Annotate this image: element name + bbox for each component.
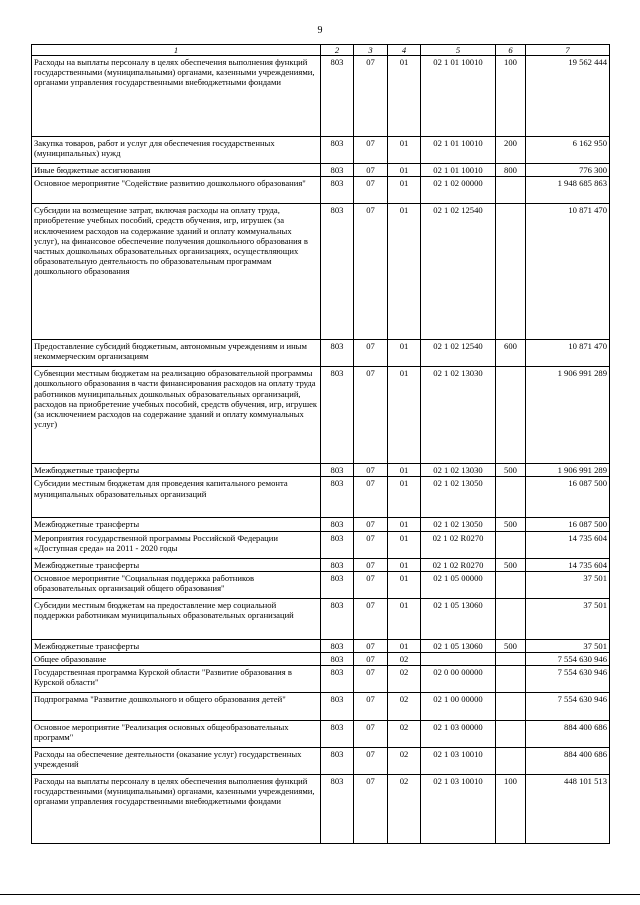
table-row	[32, 164, 610, 177]
row-ministry-code: 803	[321, 598, 354, 639]
row-expense-type	[496, 665, 526, 692]
row-target-code: 02 1 01 10010	[421, 164, 496, 177]
row-subsection-code: 01	[388, 56, 421, 137]
row-amount: 10 871 470	[526, 340, 610, 367]
row-expense-type: 600	[496, 340, 526, 367]
row-section-code: 07	[354, 747, 388, 774]
row-amount: 1 948 685 863	[526, 177, 610, 204]
row-target-code: 02 1 05 00000	[421, 571, 496, 598]
col-header-7: 7	[526, 45, 610, 56]
row-expense-type	[496, 367, 526, 464]
row-expense-type: 500	[496, 518, 526, 531]
col-header-1: 1	[32, 45, 321, 56]
row-section-code: 07	[354, 774, 388, 843]
table-row	[32, 477, 610, 518]
row-expense-type	[496, 571, 526, 598]
row-section-code: 07	[354, 571, 388, 598]
table-row	[32, 204, 610, 340]
row-ministry-code: 803	[321, 571, 354, 598]
row-expense-type	[496, 204, 526, 340]
row-amount: 14 735 604	[526, 558, 610, 571]
row-subsection-code: 01	[388, 531, 421, 558]
row-ministry-code: 803	[321, 558, 354, 571]
row-subsection-code: 01	[388, 639, 421, 652]
row-amount: 16 087 500	[526, 518, 610, 531]
row-amount: 37 501	[526, 598, 610, 639]
row-name: Государственная программа Курской области "Развитие образования в Курской области"	[32, 665, 321, 692]
row-ministry-code: 803	[321, 464, 354, 477]
row-target-code: 02 1 02 13030	[421, 464, 496, 477]
table-row	[32, 531, 610, 558]
row-name: Субсидии на возмещение затрат, включая расходы на оплату труда, приобретение учебных пособий, средств обучения, игр, игрушек (за исключением расходов на содержание зданий и оплату коммунальных услуг), на финансовое обеспечение получения дошкольного образования в частных дошкольных образовательных организациях, осуществляющих образовательную деятельность по образовательным программам дошкольного образования	[32, 204, 321, 340]
row-subsection-code: 02	[388, 720, 421, 747]
page-number: 9	[317, 25, 323, 36]
row-name: Основное мероприятие "Содействие развитию дошкольного образования"	[32, 177, 321, 204]
row-target-code: 02 1 03 10010	[421, 747, 496, 774]
row-subsection-code: 01	[388, 464, 421, 477]
row-section-code: 07	[354, 204, 388, 340]
table-row	[32, 177, 610, 204]
row-amount: 37 501	[526, 639, 610, 652]
row-amount: 776 300	[526, 164, 610, 177]
col-header-6: 6	[496, 45, 526, 56]
col-header-4: 4	[388, 45, 421, 56]
row-amount: 1 906 991 289	[526, 367, 610, 464]
row-target-code: 02 1 02 12540	[421, 204, 496, 340]
row-subsection-code: 01	[388, 558, 421, 571]
row-target-code: 02 0 00 00000	[421, 665, 496, 692]
row-expense-type	[496, 477, 526, 518]
row-target-code: 02 1 01 10010	[421, 56, 496, 137]
row-ministry-code: 803	[321, 652, 354, 665]
row-section-code: 07	[354, 598, 388, 639]
row-name: Общее образование	[32, 652, 321, 665]
row-ministry-code: 803	[321, 204, 354, 340]
row-name: Расходы на обеспечение деятельности (оказание услуг) государственных учреждений	[32, 747, 321, 774]
table-row	[32, 340, 610, 367]
row-subsection-code: 01	[388, 598, 421, 639]
table-row	[32, 665, 610, 692]
row-ministry-code: 803	[321, 665, 354, 692]
row-subsection-code: 01	[388, 477, 421, 518]
row-section-code: 07	[354, 164, 388, 177]
row-name: Предоставление субсидий бюджетным, автономным учреждениям и иным некоммерческим организациям	[32, 340, 321, 367]
row-subsection-code: 01	[388, 177, 421, 204]
row-name: Межбюджетные трансферты	[32, 558, 321, 571]
col-header-3: 3	[354, 45, 388, 56]
row-ministry-code: 803	[321, 137, 354, 164]
row-section-code: 07	[354, 558, 388, 571]
row-expense-type: 500	[496, 639, 526, 652]
row-ministry-code: 803	[321, 56, 354, 137]
table-row	[32, 652, 610, 665]
table-row	[32, 639, 610, 652]
row-expense-type: 200	[496, 137, 526, 164]
row-ministry-code: 803	[321, 367, 354, 464]
table-row	[32, 558, 610, 571]
row-subsection-code: 02	[388, 652, 421, 665]
row-name: Межбюджетные трансферты	[32, 518, 321, 531]
row-name: Межбюджетные трансферты	[32, 464, 321, 477]
row-ministry-code: 803	[321, 774, 354, 843]
table-row	[32, 571, 610, 598]
row-section-code: 07	[354, 340, 388, 367]
row-target-code: 02 1 05 13060	[421, 639, 496, 652]
row-subsection-code: 02	[388, 665, 421, 692]
row-expense-type: 500	[496, 558, 526, 571]
row-subsection-code: 01	[388, 571, 421, 598]
row-subsection-code: 02	[388, 747, 421, 774]
row-expense-type: 100	[496, 56, 526, 137]
row-amount: 1 906 991 289	[526, 464, 610, 477]
row-section-code: 07	[354, 367, 388, 464]
row-amount: 884 400 686	[526, 720, 610, 747]
row-section-code: 07	[354, 692, 388, 720]
row-ministry-code: 803	[321, 477, 354, 518]
row-target-code: 02 1 02 R0270	[421, 531, 496, 558]
row-amount: 7 554 630 946	[526, 665, 610, 692]
table-row	[32, 747, 610, 774]
table-row	[32, 518, 610, 531]
table-row	[32, 774, 610, 843]
row-section-code: 07	[354, 518, 388, 531]
row-target-code: 02 1 02 12540	[421, 340, 496, 367]
row-expense-type	[496, 747, 526, 774]
row-ministry-code: 803	[321, 720, 354, 747]
row-name: Межбюджетные трансферты	[32, 639, 321, 652]
row-amount: 10 871 470	[526, 204, 610, 340]
row-target-code: 02 1 01 10010	[421, 137, 496, 164]
row-expense-type	[496, 177, 526, 204]
row-expense-type	[496, 531, 526, 558]
row-ministry-code: 803	[321, 518, 354, 531]
row-section-code: 07	[354, 137, 388, 164]
row-section-code: 07	[354, 56, 388, 137]
row-ministry-code: 803	[321, 747, 354, 774]
col-header-5: 5	[421, 45, 496, 56]
row-subsection-code: 01	[388, 164, 421, 177]
row-subsection-code: 01	[388, 340, 421, 367]
row-name: Субсидии местным бюджетам на предоставление мер социальной поддержки работникам муниципальных образовательных организаций	[32, 598, 321, 639]
row-name: Основное мероприятие "Реализация основных общеобразовательных программ"	[32, 720, 321, 747]
row-section-code: 07	[354, 477, 388, 518]
row-section-code: 07	[354, 652, 388, 665]
row-name: Основное мероприятие "Социальная поддержка работников образовательных организаций общего образования"	[32, 571, 321, 598]
budget-table	[31, 44, 610, 844]
row-amount: 7 554 630 946	[526, 692, 610, 720]
row-expense-type	[496, 692, 526, 720]
row-name: Субсидии местным бюджетам для проведения капитального ремонта муниципальных образовательных организаций	[32, 477, 321, 518]
page-bottom-rule	[0, 894, 640, 895]
row-ministry-code: 803	[321, 692, 354, 720]
table-row	[32, 464, 610, 477]
row-target-code: 02 1 03 00000	[421, 720, 496, 747]
row-target-code: 02 1 03 10010	[421, 774, 496, 843]
row-target-code	[421, 652, 496, 665]
row-target-code: 02 1 05 13060	[421, 598, 496, 639]
col-header-2: 2	[321, 45, 354, 56]
row-amount: 14 735 604	[526, 531, 610, 558]
row-section-code: 07	[354, 665, 388, 692]
row-target-code: 02 1 02 13050	[421, 477, 496, 518]
row-name: Иные бюджетные ассигнования	[32, 164, 321, 177]
row-subsection-code: 01	[388, 137, 421, 164]
row-section-code: 07	[354, 720, 388, 747]
row-subsection-code: 01	[388, 367, 421, 464]
row-amount: 448 101 513	[526, 774, 610, 843]
table-row	[32, 137, 610, 164]
row-subsection-code: 02	[388, 774, 421, 843]
row-ministry-code: 803	[321, 164, 354, 177]
row-name: Подпрограмма "Развитие дошкольного и общего образования детей"	[32, 692, 321, 720]
row-subsection-code: 02	[388, 692, 421, 720]
row-amount: 16 087 500	[526, 477, 610, 518]
row-expense-type	[496, 598, 526, 639]
row-name: Расходы на выплаты персоналу в целях обеспечения выполнения функций государственными (муниципальными) органами, казенными учреждениями, органами управления государственными внебюджетными фондами	[32, 774, 321, 843]
row-section-code: 07	[354, 464, 388, 477]
row-amount: 7 554 630 946	[526, 652, 610, 665]
row-ministry-code: 803	[321, 340, 354, 367]
row-target-code: 02 1 00 00000	[421, 692, 496, 720]
header-row	[32, 45, 610, 56]
row-name: Субвенции местным бюджетам на реализацию образовательной программы дошкольного образования в части финансирования расходов на оплату труда работников муниципальных дошкольных образовательных организаций, расходов на приобретение учебных пособий, средств обучения, игр, игрушек (за исключением расходов на содержание зданий и оплату коммунальных услуг)	[32, 367, 321, 464]
row-target-code: 02 1 02 13030	[421, 367, 496, 464]
table-row	[32, 720, 610, 747]
row-subsection-code: 01	[388, 204, 421, 340]
row-ministry-code: 803	[321, 639, 354, 652]
row-amount: 884 400 686	[526, 747, 610, 774]
table-row	[32, 598, 610, 639]
row-name: Расходы на выплаты персоналу в целях обеспечения выполнения функций государственными (муниципальными) органами, казенными учреждениями, органами управления государственными внебюджетными фондами	[32, 56, 321, 137]
row-amount: 19 562 444	[526, 56, 610, 137]
row-expense-type: 100	[496, 774, 526, 843]
row-section-code: 07	[354, 639, 388, 652]
row-subsection-code: 01	[388, 518, 421, 531]
row-amount: 37 501	[526, 571, 610, 598]
row-expense-type: 800	[496, 164, 526, 177]
row-target-code: 02 1 02 13050	[421, 518, 496, 531]
row-name: Мероприятия государственной программы Российской Федерации «Доступная среда» на 2011 - 2020 годы	[32, 531, 321, 558]
row-section-code: 07	[354, 531, 388, 558]
table-row	[32, 367, 610, 464]
row-ministry-code: 803	[321, 531, 354, 558]
row-target-code: 02 1 02 R0270	[421, 558, 496, 571]
row-amount: 6 162 950	[526, 137, 610, 164]
row-ministry-code: 803	[321, 177, 354, 204]
table-row	[32, 56, 610, 137]
row-expense-type: 500	[496, 464, 526, 477]
row-section-code: 07	[354, 177, 388, 204]
row-name: Закупка товаров, работ и услуг для обеспечения государственных (муниципальных) нужд	[32, 137, 321, 164]
table-row	[32, 692, 610, 720]
row-expense-type	[496, 652, 526, 665]
row-target-code: 02 1 02 00000	[421, 177, 496, 204]
row-expense-type	[496, 720, 526, 747]
